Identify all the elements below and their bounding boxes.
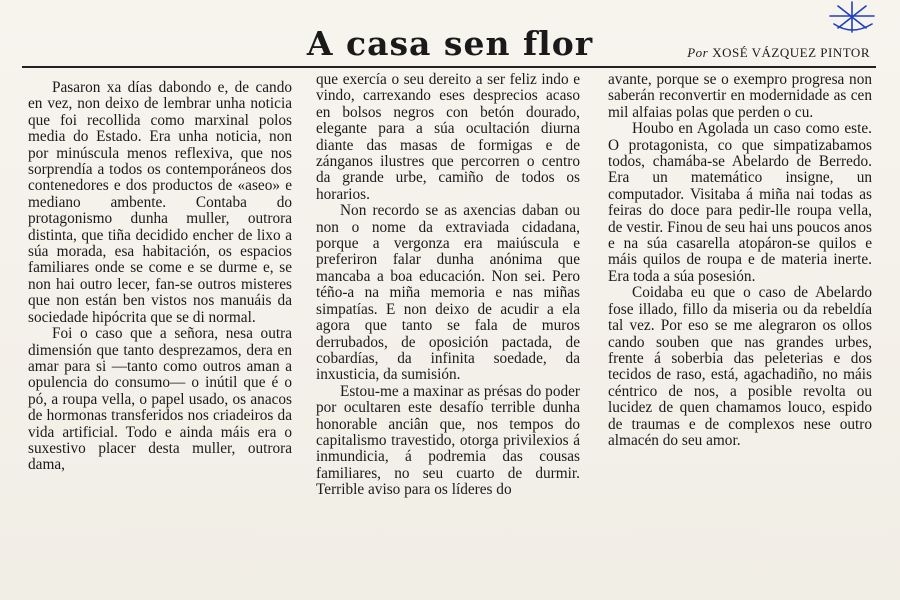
paragraph: Houbo en Agolada un caso como este. O protagonista, co que simpatizabamos todos, chamába-se Abelardo de Berredo. Era un matemático insigne, un computador. Visitaba á miña nai todas as feiras do doce para pedir-lle roupa vella, de vestir. Finou de seu hai uns poucos anos e na súa casarella atopáron-se quilos e máis quilos de roupa e de materia inerte. Era toda a súa posesión. <box>608 120 872 285</box>
paragraph: Pasaron xa días dabondo e, de cando en vez, non deixo de lembrar unha noticia que foi recollida como marxinal polos media do Estado. Era unha noticia, non por minúscula menos reflexiva, que nos sorprendía a todos os contemporáneos dos contenedores e dos productos de «aseo» e mediano ambente. Contaba do protagonismo dunha muller, outrora distinta, que tiña decidido encher de lixo a súa morada, esa habitación, os espacios familiares onde se come e se durme e, se non hai outro lecer, fan-se outros misteres que non están ben vistos nos manuáis da sociedade hipócrita que se di normal. <box>28 79 292 326</box>
article-title: A casa sen flor <box>306 24 594 64</box>
paragraph: Estou-me a maxinar as présas do poder por ocultaren este desafío terrible dunha honorable anciân que, nos tempos do capitalismo travestido, otorga privilexios á inmundicia, á podremia das cousas familiares, no seu cuarto de durmir. Terrible aviso para os líderes do <box>316 382 580 499</box>
byline <box>687 45 870 61</box>
article-column-2 <box>316 72 580 499</box>
article-column-1 <box>28 80 292 474</box>
paragraph: Coidaba eu que o caso de Abelardo fose illado, fillo da miseria ou da rebeldía tal vez. Por eso se me alegraron os ollos cando souben que nas grandes urbes, frente á soberbia das peleterias e dos tecidos de raso, está, agachadiño, no máis céntrico de nos, a posible revolta ou lucidez de quen chamamos louco, espido de traumas e de complexos nese outro almacén do seu amor. <box>608 284 872 449</box>
byline-prefix: Por <box>687 45 709 60</box>
title-rule <box>22 66 876 68</box>
paragraph: Non recordo se as axencias daban ou non o nome da extraviada cidadana, porque a vergonza era maiúscula e preferiron falar dunha anónima que mancaba a boa educación. Non sei. Pero téño-a na miña memoria e nas miñas simpatías. E non deixo de acudir a ela agora que tanto se fala de muros derrubados, de oposición pactada, de cobardías, da infinita soedade, da inxusticia, da sumisión. <box>316 202 580 384</box>
article-column-3 <box>608 72 872 449</box>
author-name: XOSÉ VÁZQUEZ PINTOR <box>712 45 870 60</box>
paragraph: que exercía o seu dereito a ser feliz indo e vindo, carrexando eses desprecios acaso en bolsos negros con betón dourado, elegante para a súa ocultación diurna diante das masas de formigas e de zánganos ilustres que percorren o centro da grande urbe, camiño de todos os horarios. <box>316 71 580 203</box>
paragraph: avante, porque se o exempro progresa non saberán reconvertir en modernidade as cen mil alfaias polas que perden o cu. <box>608 71 872 121</box>
paragraph: Foi o caso que a señora, nesa outra dimensión que tanto desprezamos, dera en amar para si —tanto como outros aman a opulencia do consumo— o inútil que é o pó, a roupa vella, o papel usado, os anacos de hormonas transferidos nos criadeiros da vida artificial. Todo e ainda máis era o suxestivo placer desta muller, outrora dama, <box>28 325 292 474</box>
